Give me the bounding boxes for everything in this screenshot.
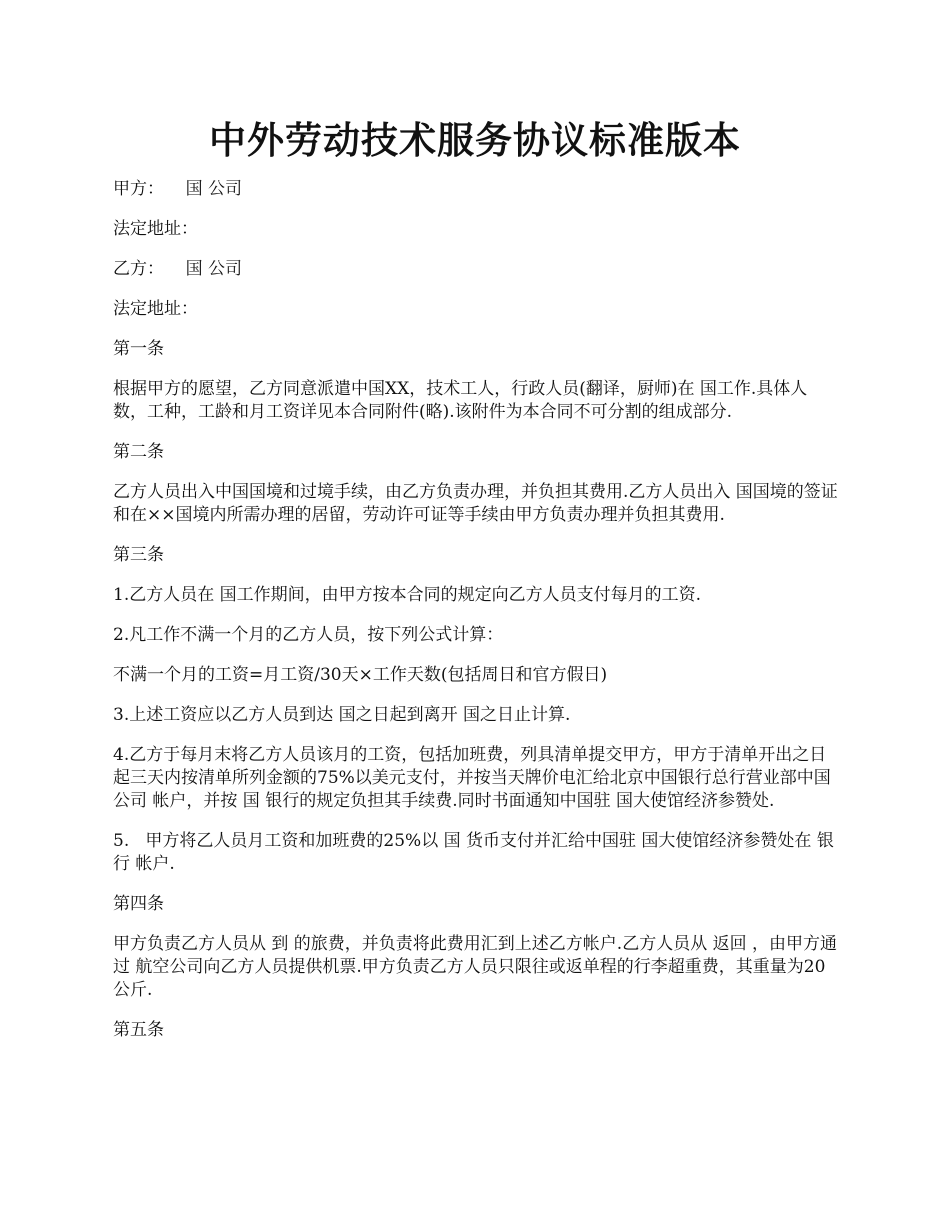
article-3-clause-2: 2.凡工作不满一个月的乙方人员，按下列公式计算：: [113, 625, 504, 645]
party-a-line: 甲方： 国 公司: [113, 179, 243, 199]
article-3-clause-3: 3.上述工资应以乙方人员到达 国之日起到离开 国之日止计算.: [113, 705, 571, 725]
party-a-address: 法定地址：: [113, 219, 198, 239]
article-3-heading: 第三条: [113, 545, 164, 565]
article-2-text: 乙方人员出入中国国境和过境手续，由乙方负责办理，并负担其费用.乙方人员出入 国国境的签证和在××国境内所需办理的居留，劳动许可证等手续由甲方负责办理并负担其费用.: [113, 482, 838, 525]
document-title: 中外劳动技术服务协议标准版本: [209, 118, 741, 162]
article-3-clause-1: 1.乙方人员在 国工作期间，由甲方按本合同的规定向乙方人员支付每月的工资.: [113, 585, 702, 605]
article-4-heading: 第四条: [113, 894, 164, 914]
article-1-text: 根据甲方的愿望，乙方同意派遣中国XX，技术工人，行政人员(翻译，厨师)在 国工作.具体人数，工种，工龄和月工资详见本合同附件(略).该附件为本合同不可分割的组成部分.: [113, 379, 808, 422]
salary-formula: 不满一个月的工资=月工资/30天×工作天数(包括周日和官方假日): [113, 665, 608, 685]
party-b-address: 法定地址：: [113, 299, 198, 319]
article-1-heading: 第一条: [113, 339, 164, 359]
article-3-clause-4: 4.乙方于每月末将乙方人员该月的工资，包括加班费，列具清单提交甲方，甲方于清单开出之日起三天内按清单所列金额的75%以美元支付，并按当天牌价电汇给北京中国银行总行营业部中国 公司 帐户，并按 国 银行的规定负担其手续费.同时书面通知中国驻 国大使馆经济参赞处.: [113, 745, 837, 811]
article-4-text: 甲方负责乙方人员从 到 的旅费，并负责将此费用汇到上述乙方帐户.乙方人员从 返回 ，由甲方通过 航空公司向乙方人员提供机票.甲方负责乙方人员只限往或返单程的行李超重费，其重量为20公斤.: [113, 934, 838, 1000]
article-2-heading: 第二条: [113, 442, 164, 462]
party-b-line: 乙方： 国 公司: [113, 259, 243, 279]
article-5-heading: 第五条: [113, 1020, 164, 1040]
article-3-clause-5: 5. 甲方将乙人员月工资和加班费的25%以 国 货币支付并汇给中国驻 国大使馆经济参赞处在 银行 帐户.: [113, 831, 834, 874]
document-body: [113, 178, 838, 1059]
